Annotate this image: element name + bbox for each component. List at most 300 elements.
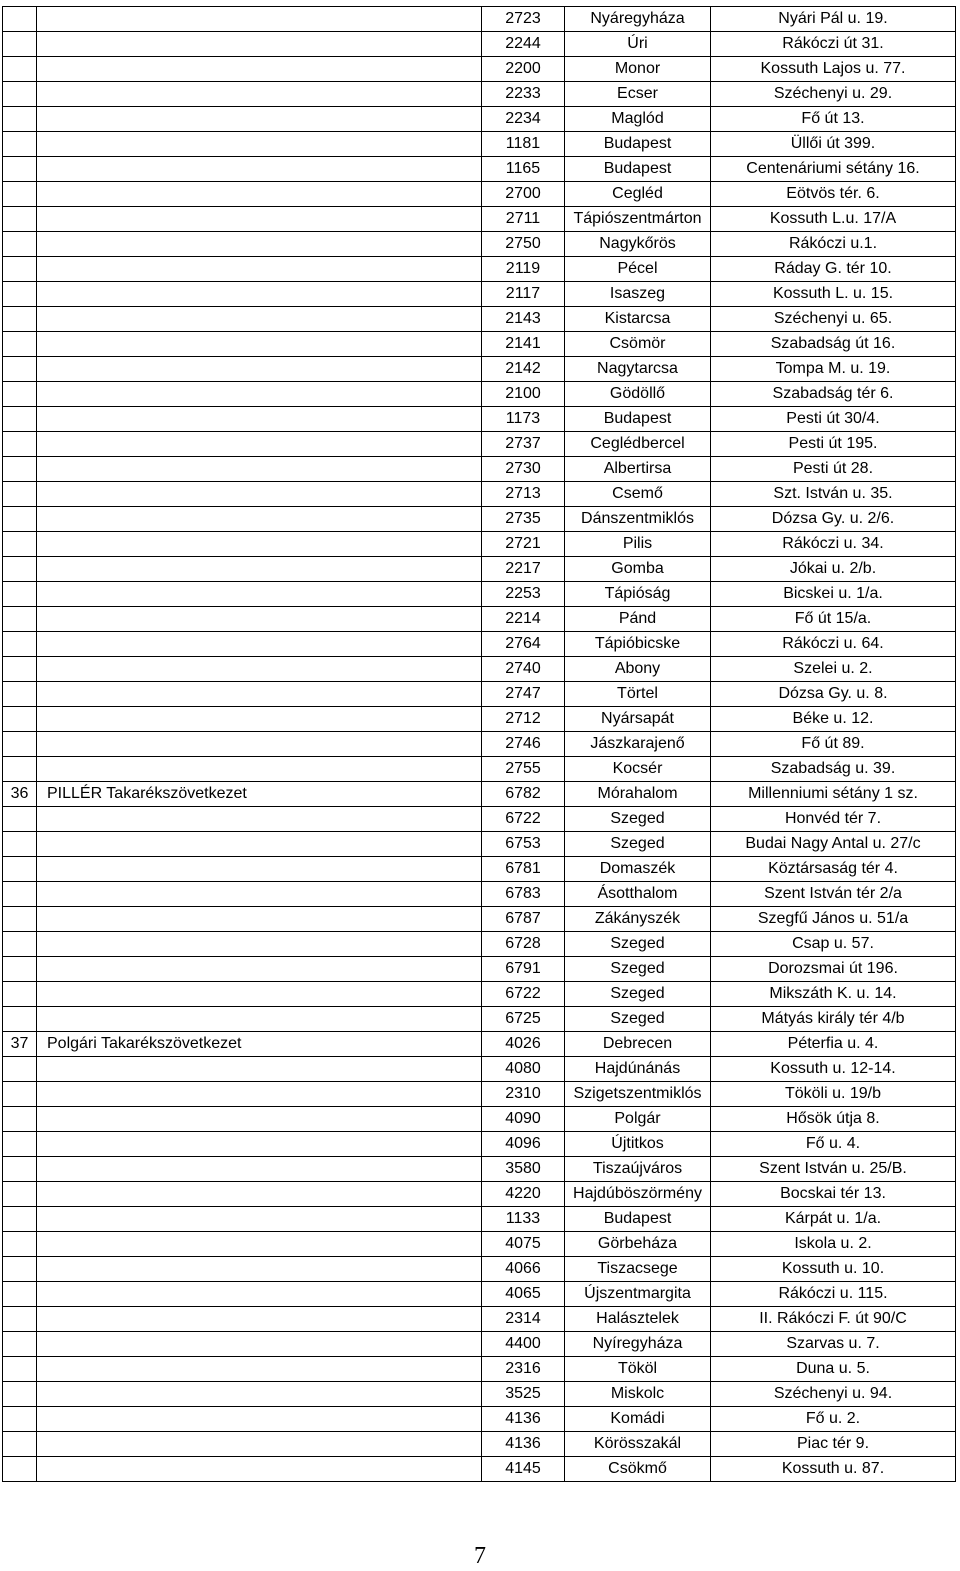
city-cell: Ceglédbercel	[565, 432, 711, 457]
row-number-cell	[3, 932, 37, 957]
address-cell: Centenáriumi sétány 16.	[711, 157, 956, 182]
postal-code-cell: 4145	[482, 1457, 565, 1482]
city-cell: Gomba	[565, 557, 711, 582]
table-row	[3, 732, 956, 757]
row-number-cell	[3, 907, 37, 932]
address-cell: Pesti út 195.	[711, 432, 956, 457]
institution-cell	[37, 732, 482, 757]
table-row	[3, 1282, 956, 1307]
address-cell: Fő út 15/a.	[711, 607, 956, 632]
table-row	[3, 307, 956, 332]
city-cell: Szeged	[565, 1007, 711, 1032]
institution-cell	[37, 182, 482, 207]
institution-cell	[37, 1432, 482, 1457]
city-cell: Tápióbicske	[565, 632, 711, 657]
row-number-cell	[3, 32, 37, 57]
institution-cell	[37, 557, 482, 582]
table-row	[3, 107, 956, 132]
city-cell: Maglód	[565, 107, 711, 132]
postal-code-cell: 4026	[482, 1032, 565, 1057]
city-cell: Nyársapát	[565, 707, 711, 732]
city-cell: Kocsér	[565, 757, 711, 782]
institution-cell	[37, 482, 482, 507]
row-number-cell	[3, 1207, 37, 1232]
institution-cell	[37, 1382, 482, 1407]
table-row	[3, 1257, 956, 1282]
table-row	[3, 632, 956, 657]
row-number-cell	[3, 732, 37, 757]
table-row	[3, 507, 956, 532]
postal-code-cell: 6791	[482, 957, 565, 982]
institution-cell	[37, 1282, 482, 1307]
table-row	[3, 882, 956, 907]
address-cell: Kossuth L.u. 17/A	[711, 207, 956, 232]
postal-code-cell: 2764	[482, 632, 565, 657]
postal-code-cell: 2244	[482, 32, 565, 57]
institution-cell	[37, 157, 482, 182]
table-row	[3, 682, 956, 707]
city-cell: Zákányszék	[565, 907, 711, 932]
address-cell: Ráday G. tér 10.	[711, 257, 956, 282]
address-cell: Szegfű János u. 51/a	[711, 907, 956, 932]
institution-cell	[37, 57, 482, 82]
row-number-cell	[3, 482, 37, 507]
postal-code-cell: 2119	[482, 257, 565, 282]
postal-code-cell: 6722	[482, 807, 565, 832]
row-number-cell	[3, 757, 37, 782]
address-cell: Bocskai tér 13.	[711, 1182, 956, 1207]
institution-cell	[37, 1182, 482, 1207]
city-cell: Körösszakál	[565, 1432, 711, 1457]
table-row	[3, 1457, 956, 1482]
institution-cell	[37, 432, 482, 457]
city-cell: Halásztelek	[565, 1307, 711, 1332]
postal-code-cell: 2100	[482, 382, 565, 407]
postal-code-cell: 2711	[482, 207, 565, 232]
institution-cell	[37, 1132, 482, 1157]
address-cell: Kossuth u. 87.	[711, 1457, 956, 1482]
institution-cell	[37, 332, 482, 357]
postal-code-cell: 6781	[482, 857, 565, 882]
address-cell: Nyári Pál u. 19.	[711, 7, 956, 32]
city-cell: Mórahalom	[565, 782, 711, 807]
address-cell: Széchenyi u. 29.	[711, 82, 956, 107]
table-row	[3, 557, 956, 582]
postal-code-cell: 1165	[482, 157, 565, 182]
postal-code-cell: 4400	[482, 1332, 565, 1357]
postal-code-cell: 2713	[482, 482, 565, 507]
address-cell: Tököli u. 19/b	[711, 1082, 956, 1107]
postal-code-cell: 6753	[482, 832, 565, 857]
city-cell: Polgár	[565, 1107, 711, 1132]
address-cell: Kossuth u. 10.	[711, 1257, 956, 1282]
table-row	[3, 1407, 956, 1432]
row-number-cell	[3, 1407, 37, 1432]
row-number-cell	[3, 457, 37, 482]
institution-cell	[37, 357, 482, 382]
row-number-cell	[3, 332, 37, 357]
city-cell: Pécel	[565, 257, 711, 282]
row-number-cell	[3, 532, 37, 557]
institution-cell	[37, 1057, 482, 1082]
table-row	[3, 1382, 956, 1407]
city-cell: Cegléd	[565, 182, 711, 207]
city-cell: Csökmő	[565, 1457, 711, 1482]
postal-code-cell: 3525	[482, 1382, 565, 1407]
city-cell: Csemő	[565, 482, 711, 507]
institution-cell	[37, 707, 482, 732]
institution-cell	[37, 1082, 482, 1107]
postal-code-cell: 2143	[482, 307, 565, 332]
row-number-cell	[3, 1157, 37, 1182]
city-cell: Budapest	[565, 1207, 711, 1232]
city-cell: Úri	[565, 32, 711, 57]
table-row	[3, 957, 956, 982]
institution-cell	[37, 682, 482, 707]
city-cell: Nagytarcsa	[565, 357, 711, 382]
postal-code-cell: 2316	[482, 1357, 565, 1382]
address-cell: Szent István tér 2/a	[711, 882, 956, 907]
table-row	[3, 757, 956, 782]
city-cell: Tápióság	[565, 582, 711, 607]
city-cell: Szeged	[565, 807, 711, 832]
city-cell: Szigetszentmiklós	[565, 1082, 711, 1107]
address-cell: Fő út 13.	[711, 107, 956, 132]
city-cell: Abony	[565, 657, 711, 682]
table-row	[3, 82, 956, 107]
table-row	[3, 207, 956, 232]
address-cell: Rákóczi u.1.	[711, 232, 956, 257]
postal-code-cell: 2750	[482, 232, 565, 257]
postal-code-cell: 2740	[482, 657, 565, 682]
page-number: 7	[474, 1543, 486, 1569]
institution-cell	[37, 607, 482, 632]
city-cell: Monor	[565, 57, 711, 82]
city-cell: Hajdúböszörmény	[565, 1182, 711, 1207]
table-row	[3, 282, 956, 307]
table-row	[3, 1032, 956, 1057]
address-cell: Pesti út 30/4.	[711, 407, 956, 432]
address-cell: Fő u. 4.	[711, 1132, 956, 1157]
postal-code-cell: 2735	[482, 507, 565, 532]
institution-cell	[37, 107, 482, 132]
postal-code-cell: 2214	[482, 607, 565, 632]
institution-cell	[37, 32, 482, 57]
institution-cell	[37, 232, 482, 257]
table-row	[3, 832, 956, 857]
institution-cell	[37, 1107, 482, 1132]
postal-code-cell: 2712	[482, 707, 565, 732]
postal-code-cell: 4136	[482, 1407, 565, 1432]
city-cell: Újtitkos	[565, 1132, 711, 1157]
table-row	[3, 982, 956, 1007]
table-row	[3, 482, 956, 507]
table-row	[3, 157, 956, 182]
institution-cell	[37, 307, 482, 332]
address-cell: Millenniumi sétány 1 sz.	[711, 782, 956, 807]
table-row	[3, 782, 956, 807]
institution-cell	[37, 382, 482, 407]
institution-cell	[37, 532, 482, 557]
branch-list-body	[3, 7, 956, 1482]
table-row	[3, 32, 956, 57]
table-row	[3, 382, 956, 407]
address-cell: Csap u. 57.	[711, 932, 956, 957]
institution-cell	[37, 957, 482, 982]
row-number-cell	[3, 982, 37, 1007]
city-cell: Jászkarajenő	[565, 732, 711, 757]
address-cell: Széchenyi u. 94.	[711, 1382, 956, 1407]
postal-code-cell: 2141	[482, 332, 565, 357]
city-cell: Debrecen	[565, 1032, 711, 1057]
table-row	[3, 1057, 956, 1082]
institution-cell	[37, 257, 482, 282]
table-row	[3, 907, 956, 932]
postal-code-cell: 2755	[482, 757, 565, 782]
row-number-cell	[3, 557, 37, 582]
row-number-cell	[3, 507, 37, 532]
address-cell: Szent István u. 25/B.	[711, 1157, 956, 1182]
address-cell: Eötvös tér. 6.	[711, 182, 956, 207]
institution-cell	[37, 82, 482, 107]
postal-code-cell: 2117	[482, 282, 565, 307]
row-number-cell	[3, 882, 37, 907]
postal-code-cell: 3580	[482, 1157, 565, 1182]
city-cell: Szeged	[565, 982, 711, 1007]
city-cell: Ásotthalom	[565, 882, 711, 907]
city-cell: Budapest	[565, 407, 711, 432]
city-cell: Szeged	[565, 932, 711, 957]
row-number-cell	[3, 382, 37, 407]
address-cell: Duna u. 5.	[711, 1357, 956, 1382]
institution-cell: PILLÉR Takarékszövetkezet	[37, 782, 482, 807]
table-row	[3, 407, 956, 432]
table-row	[3, 1207, 956, 1232]
address-cell: Mátyás király tér 4/b	[711, 1007, 956, 1032]
address-cell: Fő u. 2.	[711, 1407, 956, 1432]
city-cell: Pilis	[565, 532, 711, 557]
row-number-cell	[3, 1057, 37, 1082]
row-number-cell	[3, 1107, 37, 1132]
row-number-cell: 36	[3, 782, 37, 807]
address-cell: Piac tér 9.	[711, 1432, 956, 1457]
address-cell: Szelei u. 2.	[711, 657, 956, 682]
postal-code-cell: 1181	[482, 132, 565, 157]
row-number-cell	[3, 1257, 37, 1282]
postal-code-cell: 2142	[482, 357, 565, 382]
table-row	[3, 232, 956, 257]
address-cell: Rákóczi u. 34.	[711, 532, 956, 557]
institution-cell	[37, 1332, 482, 1357]
postal-code-cell: 2234	[482, 107, 565, 132]
row-number-cell	[3, 607, 37, 632]
city-cell: Újszentmargita	[565, 1282, 711, 1307]
table-row	[3, 1157, 956, 1182]
row-number-cell	[3, 432, 37, 457]
row-number-cell	[3, 307, 37, 332]
branch-list-table	[2, 6, 956, 1482]
row-number-cell	[3, 957, 37, 982]
postal-code-cell: 2314	[482, 1307, 565, 1332]
postal-code-cell: 2746	[482, 732, 565, 757]
postal-code-cell: 2217	[482, 557, 565, 582]
address-cell: II. Rákóczi F. út 90/C	[711, 1307, 956, 1332]
address-cell: Szarvas u. 7.	[711, 1332, 956, 1357]
table-row	[3, 1232, 956, 1257]
table-row	[3, 657, 956, 682]
table-row	[3, 807, 956, 832]
address-cell: Dózsa Gy. u. 2/6.	[711, 507, 956, 532]
postal-code-cell: 2730	[482, 457, 565, 482]
table-row	[3, 1307, 956, 1332]
city-cell: Törtel	[565, 682, 711, 707]
address-cell: Szabadság u. 39.	[711, 757, 956, 782]
table-row	[3, 57, 956, 82]
institution-cell	[37, 457, 482, 482]
city-cell: Isaszeg	[565, 282, 711, 307]
row-number-cell	[3, 257, 37, 282]
address-cell: Szt. István u. 35.	[711, 482, 956, 507]
address-cell: Budai Nagy Antal u. 27/c	[711, 832, 956, 857]
table-row	[3, 532, 956, 557]
table-row	[3, 1182, 956, 1207]
postal-code-cell: 2700	[482, 182, 565, 207]
row-number-cell	[3, 1457, 37, 1482]
address-cell: Szabadság út 16.	[711, 332, 956, 357]
table-row	[3, 932, 956, 957]
city-cell: Albertirsa	[565, 457, 711, 482]
city-cell: Szeged	[565, 957, 711, 982]
table-row	[3, 7, 956, 32]
institution-cell	[37, 407, 482, 432]
row-number-cell	[3, 632, 37, 657]
institution-cell	[37, 757, 482, 782]
institution-cell	[37, 657, 482, 682]
address-cell: Jókai u. 2/b.	[711, 557, 956, 582]
table-row	[3, 857, 956, 882]
institution-cell	[37, 132, 482, 157]
table-row	[3, 1107, 956, 1132]
city-cell: Görbeháza	[565, 1232, 711, 1257]
table-row	[3, 1007, 956, 1032]
row-number-cell	[3, 1232, 37, 1257]
table-row	[3, 132, 956, 157]
address-cell: Rákóczi út 31.	[711, 32, 956, 57]
city-cell: Budapest	[565, 132, 711, 157]
row-number-cell	[3, 1132, 37, 1157]
postal-code-cell: 2253	[482, 582, 565, 607]
postal-code-cell: 6787	[482, 907, 565, 932]
address-cell: Üllői út 399.	[711, 132, 956, 157]
row-number-cell	[3, 1357, 37, 1382]
institution-cell	[37, 932, 482, 957]
institution-cell	[37, 1407, 482, 1432]
row-number-cell	[3, 832, 37, 857]
postal-code-cell: 2721	[482, 532, 565, 557]
institution-cell	[37, 807, 482, 832]
row-number-cell	[3, 282, 37, 307]
row-number-cell	[3, 7, 37, 32]
address-cell: Dorozsmai út 196.	[711, 957, 956, 982]
address-cell: Rákóczi u. 115.	[711, 1282, 956, 1307]
city-cell: Dánszentmiklós	[565, 507, 711, 532]
row-number-cell	[3, 807, 37, 832]
city-cell: Csömör	[565, 332, 711, 357]
postal-code-cell: 4075	[482, 1232, 565, 1257]
row-number-cell	[3, 1307, 37, 1332]
institution-cell	[37, 1232, 482, 1257]
institution-cell	[37, 1357, 482, 1382]
table-row	[3, 432, 956, 457]
city-cell: Budapest	[565, 157, 711, 182]
institution-cell	[37, 857, 482, 882]
row-number-cell	[3, 1182, 37, 1207]
table-row	[3, 1082, 956, 1107]
table-row	[3, 357, 956, 382]
row-number-cell	[3, 707, 37, 732]
table-row	[3, 1332, 956, 1357]
row-number-cell	[3, 207, 37, 232]
city-cell: Gödöllő	[565, 382, 711, 407]
city-cell: Tököl	[565, 1357, 711, 1382]
row-number-cell	[3, 232, 37, 257]
city-cell: Tiszaújváros	[565, 1157, 711, 1182]
row-number-cell	[3, 1382, 37, 1407]
city-cell: Tápiószentmárton	[565, 207, 711, 232]
address-cell: Tompa M. u. 19.	[711, 357, 956, 382]
row-number-cell	[3, 182, 37, 207]
institution-cell	[37, 1207, 482, 1232]
city-cell: Nyáregyháza	[565, 7, 711, 32]
row-number-cell	[3, 1082, 37, 1107]
postal-code-cell: 1173	[482, 407, 565, 432]
address-cell: Szabadság tér 6.	[711, 382, 956, 407]
row-number-cell	[3, 407, 37, 432]
address-cell: Köztársaság tér 4.	[711, 857, 956, 882]
institution-cell	[37, 582, 482, 607]
postal-code-cell: 4090	[482, 1107, 565, 1132]
address-cell: Dózsa Gy. u. 8.	[711, 682, 956, 707]
postal-code-cell: 4220	[482, 1182, 565, 1207]
postal-code-cell: 2233	[482, 82, 565, 107]
city-cell: Hajdúnánás	[565, 1057, 711, 1082]
row-number-cell	[3, 1282, 37, 1307]
institution-cell	[37, 1157, 482, 1182]
institution-cell	[37, 1007, 482, 1032]
row-number-cell	[3, 1432, 37, 1457]
institution-cell	[37, 907, 482, 932]
institution-cell	[37, 982, 482, 1007]
postal-code-cell: 4136	[482, 1432, 565, 1457]
row-number-cell: 37	[3, 1032, 37, 1057]
institution-cell	[37, 507, 482, 532]
address-cell: Pesti út 28.	[711, 457, 956, 482]
address-cell: Kossuth L. u. 15.	[711, 282, 956, 307]
row-number-cell	[3, 132, 37, 157]
address-cell: Iskola u. 2.	[711, 1232, 956, 1257]
address-cell: Péterfia u. 4.	[711, 1032, 956, 1057]
postal-code-cell: 2723	[482, 7, 565, 32]
institution-cell	[37, 207, 482, 232]
city-cell: Komádi	[565, 1407, 711, 1432]
row-number-cell	[3, 107, 37, 132]
postal-code-cell: 1133	[482, 1207, 565, 1232]
table-row	[3, 332, 956, 357]
city-cell: Domaszék	[565, 857, 711, 882]
address-cell: Hősök útja 8.	[711, 1107, 956, 1132]
institution-cell	[37, 882, 482, 907]
institution-cell	[37, 1457, 482, 1482]
